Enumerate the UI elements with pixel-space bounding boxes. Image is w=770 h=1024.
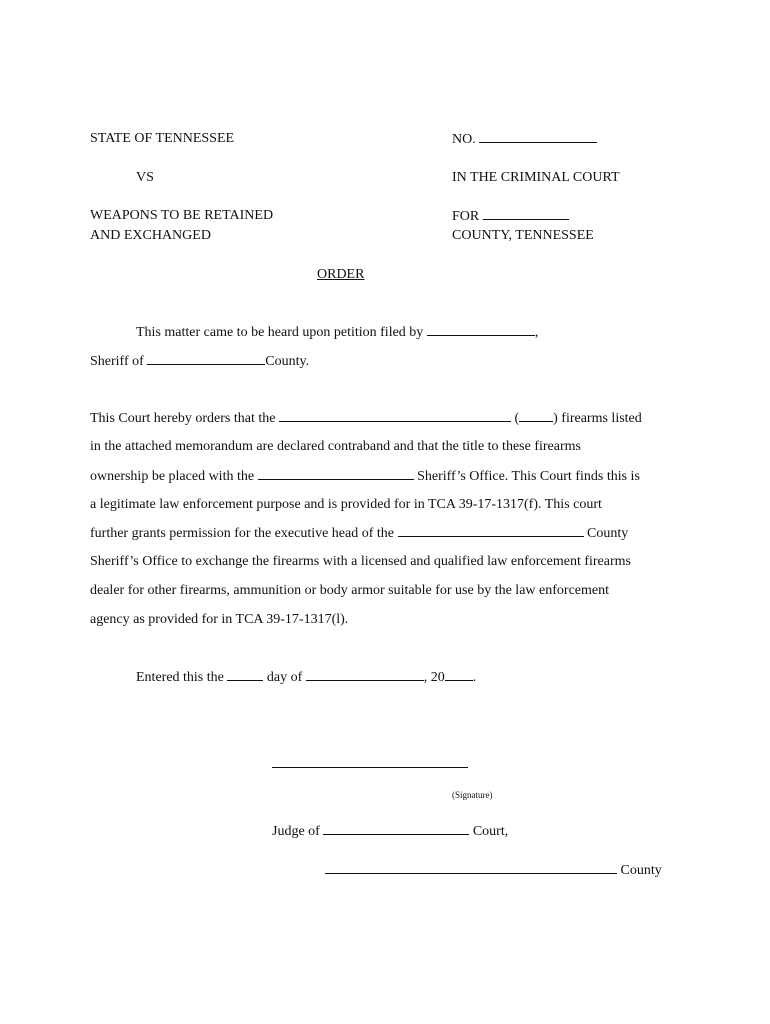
entered-text: Entered this the [136,670,224,685]
judge-of-text: Judge of [272,824,320,839]
body-line-5 [90,524,628,543]
day-of-text: day of [266,670,303,685]
county-state: COUNTY, TENNESSEE [452,228,594,243]
day-blank[interactable] [227,668,263,681]
body-line-2: in the attached memorandum are declared contraband and that the title to these firearms [90,439,581,454]
entered-period: . [472,670,477,685]
court-name: IN THE CRIMINAL COURT [452,170,620,185]
for-county-blank[interactable] [483,207,569,220]
state-caption: STATE OF TENNESSEE [90,131,235,146]
body-line-3 [90,467,640,486]
case-number-line [452,130,597,149]
year-blank[interactable] [445,668,473,681]
paren-open: ( [514,411,520,426]
judge-line [272,822,508,841]
county-period-text: County. [265,354,310,369]
order-title: ORDER [317,267,365,282]
for-label: FOR [452,209,480,224]
county-label: County [620,863,662,878]
court-comma-text: Court, [472,824,509,839]
petitioner-blank[interactable] [427,323,535,336]
body-l3-text: ownership be placed with the [90,469,255,484]
signature-label: (Signature) [452,790,493,800]
body-line-7: dealer for other firearms, ammunition or body armor suitable for use by the law enforcement [90,583,609,598]
body-l1-end: ) firearms listed [553,411,642,426]
body-l1-text: This Court hereby orders that the [90,411,276,426]
respondent-line-2: AND EXCHANGED [90,228,211,243]
versus-label: VS [136,170,154,185]
petition-comma: , [534,325,539,340]
case-number-label: NO. [452,132,476,147]
body-line-8: agency as provided for in TCA 39-17-1317(l). [90,612,349,627]
respondent-line-1: WEAPONS TO BE RETAINED [90,208,274,223]
case-number-blank[interactable] [479,130,597,143]
body-line-4: a legitimate law enforcement purpose and is provided for in TCA 39-17-1317(f). This court [90,497,602,512]
body-l5-end: County [587,526,629,541]
signature-line[interactable] [272,767,468,768]
county-signature-line [325,861,662,880]
petition-text: This matter came to be heard upon petition filed by [136,325,424,340]
sheriff-of-text: Sheriff of [90,354,144,369]
for-county-line [452,207,569,226]
month-blank[interactable] [306,668,424,681]
body-l3-end: Sheriff’s Office. This Court finds this is [417,469,640,484]
county-blank[interactable] [325,861,617,874]
year-prefix: , 20 [423,670,445,685]
court-name-blank[interactable] [323,822,469,835]
executive-county-blank[interactable] [398,524,584,537]
body-line-1 [90,409,642,428]
agency-blank[interactable] [279,409,511,422]
entered-line [136,668,476,687]
firearm-count-blank[interactable] [519,409,553,422]
petition-line-1 [136,323,538,342]
sheriff-county-blank[interactable] [147,352,265,365]
petition-line-2 [90,352,309,371]
body-l5-text: further grants permission for the executive head of the [90,526,395,541]
sheriff-office-blank[interactable] [258,467,414,480]
body-line-6: Sheriff’s Office to exchange the firearms with a licensed and qualified law enforcement firearms [90,554,631,569]
